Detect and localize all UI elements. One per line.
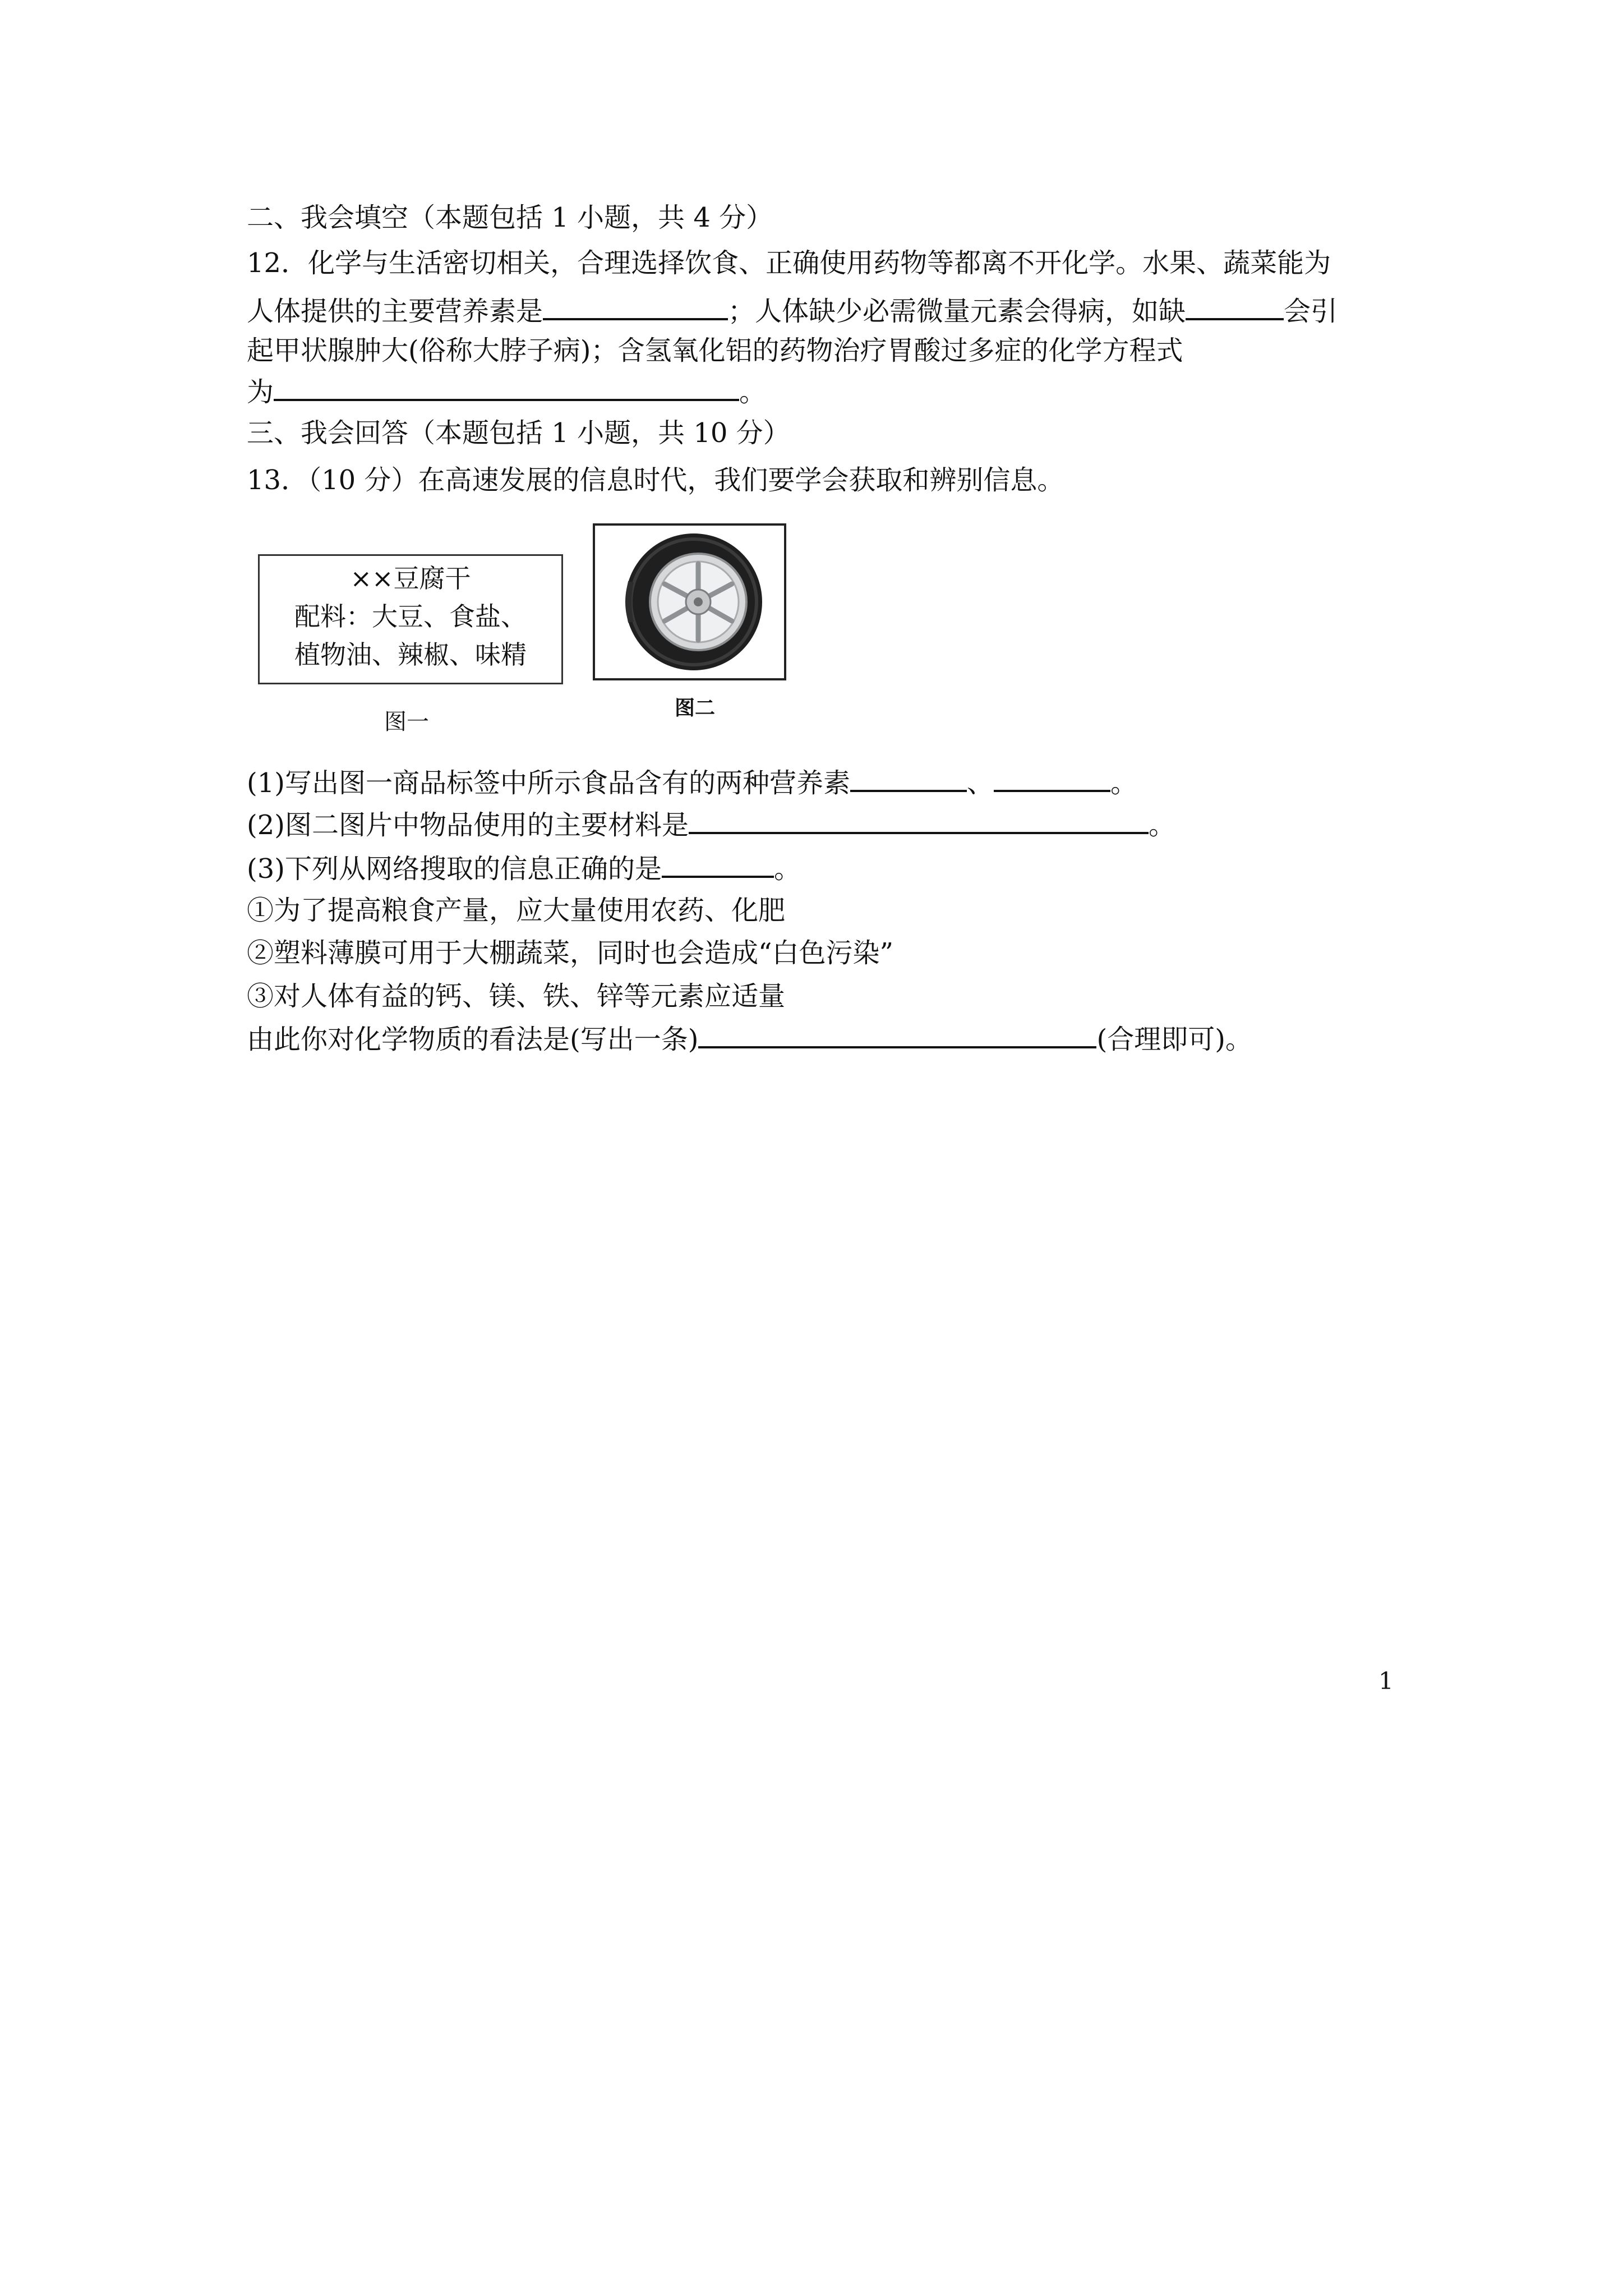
question-12-line-3: 起甲状腺肿大(俗称大脖子病)；含氢氧化铝的药物治疗胃酸过多症的化学方程式	[247, 335, 1183, 366]
section-2-heading: 二、我会填空（本题包括 1 小题，共 4 分）	[247, 202, 773, 233]
option-1: ①为了提高粮食产量，应大量使用农药、化肥	[247, 895, 786, 926]
tire-figure	[593, 523, 786, 680]
question-12-line-1: 12．化学与生活密切相关，合理选择饮食、正确使用药物等都离不开化学。水果、蔬菜能为	[247, 247, 1331, 279]
q2-text: (2)图二图片中物品使用的主要材料是	[247, 809, 689, 841]
question-13-intro: 13．（10 分）在高速发展的信息时代，我们要学会获取和辨别信息。	[247, 464, 1064, 496]
page-number: 1	[1378, 1667, 1394, 1695]
q3-text: (3)下列从网络搜取的信息正确的是	[247, 853, 662, 885]
q4-end: (合理即可)。	[1096, 1024, 1252, 1055]
sub-question-4	[247, 1020, 1252, 1057]
q1-text: (1)写出图一商品标签中所示食品含有的两种营养素	[247, 767, 850, 799]
q4-text: 由此你对化学物质的看法是(写出一条)	[247, 1024, 699, 1055]
food-label-ingredients-2: 植物油、辣椒、味精	[294, 639, 527, 670]
q1-separator: 、	[967, 767, 994, 799]
q12-blank-nutrient[interactable]	[543, 292, 728, 320]
figure-1-caption: 图一	[384, 709, 429, 735]
figure-2-caption: 图二	[675, 697, 716, 720]
q12-text-e: 。	[739, 376, 767, 408]
q12-blank-equation[interactable]	[274, 373, 739, 401]
sub-question-1	[247, 764, 1137, 801]
q12-text-a: 人体提供的主要营养素是	[247, 296, 543, 327]
q12-blank-element[interactable]	[1186, 292, 1284, 320]
q1-end: 。	[1110, 767, 1138, 799]
q1-blank-first[interactable]	[850, 764, 967, 792]
q2-blank-material[interactable]	[689, 806, 1149, 834]
q12-text-b: ；人体缺少必需微量元素会得病，如缺	[728, 296, 1186, 327]
food-label-ingredients-1: 配料：大豆、食盐、	[294, 601, 527, 632]
food-label-figure	[258, 554, 563, 684]
food-label-title: ××豆腐干	[350, 563, 471, 593]
q12-text-c: 会引	[1284, 296, 1338, 327]
q2-end: 。	[1149, 809, 1176, 841]
q3-end: 。	[774, 853, 801, 885]
option-3: ③对人体有益的钙、镁、铁、锌等元素应适量	[247, 981, 786, 1012]
sub-question-2	[247, 806, 1175, 843]
question-12-line-4	[247, 373, 766, 410]
q3-blank-answer[interactable]	[662, 850, 774, 878]
q12-text-d: 为	[247, 376, 274, 408]
option-2: ②塑料薄膜可用于大棚蔬菜，同时也会造成“白色污染”	[247, 937, 894, 969]
section-3-heading: 三、我会回答（本题包括 1 小题，共 10 分）	[247, 417, 790, 449]
q1-blank-second[interactable]	[994, 764, 1110, 792]
sub-question-3	[247, 850, 801, 887]
car-tire-icon	[595, 526, 784, 678]
q4-blank-opinion[interactable]	[698, 1020, 1096, 1048]
question-12-line-2	[247, 292, 1338, 329]
